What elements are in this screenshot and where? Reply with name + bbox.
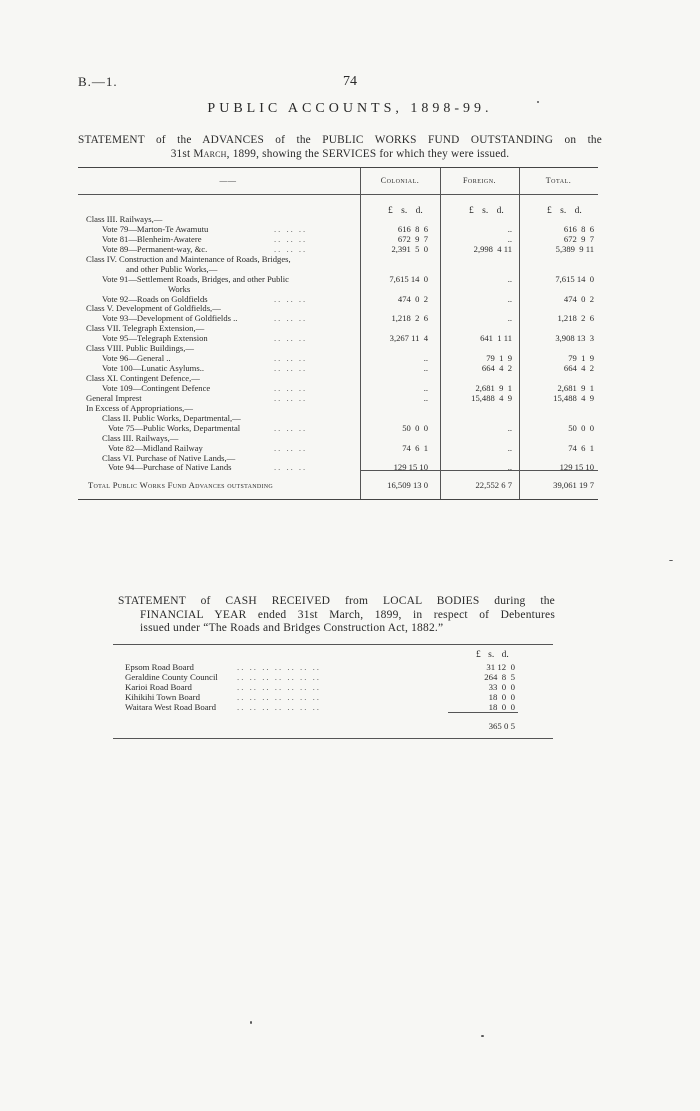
advances-rows [78,215,598,473]
amount: 18 0 0 [488,692,515,702]
leader-dots: .. .. .. [274,382,308,393]
date-prefix: 31st [170,148,194,160]
cash-received-table [113,644,553,739]
amount-colonial: 3,267 11 4 [389,333,428,344]
table-row [113,702,553,712]
table-row [113,672,553,682]
column-header-foreign: Foreign. [462,176,497,185]
amount-total: 2,681 9 1 [557,382,594,393]
date-month: March [193,148,227,160]
table-row [113,662,553,672]
local-body-name: Waitara West Road Board [125,702,217,712]
units-colonial: £ s. d. [388,206,423,216]
table-row [78,384,598,394]
local-body-name: Geraldine County Council [125,672,218,682]
sum-rule [448,712,518,713]
table-row [78,444,598,454]
row-label: In Excess of Appropriations,— [86,402,193,413]
leader-dots: .. .. .. [274,353,308,364]
row-label: Class VI. Purchase of Native Lands,— [102,452,236,463]
leader-dots: .. .. .. [274,313,308,324]
row-label: and other Public Works,— [126,263,218,274]
row-label: Vote 81—Blenheim-Awatere [102,233,202,244]
amount: 18 0 0 [488,702,515,712]
total-colonial: 16,509 13 0 [387,480,428,490]
amount-foreign: .. [507,273,512,284]
amount-colonial: 2,391 5 0 [391,243,428,254]
amount-total: 5,389 9 11 [555,243,594,254]
column-header-total: Total. [545,176,572,185]
amount-colonial: 74 6 1 [402,442,428,453]
local-body-name: Epsom Road Board [125,662,194,672]
amount: 264 8 5 [484,672,515,682]
amount-total: 79 1 9 [568,353,594,364]
leader-dots: .. .. .. .. .. .. .. [237,692,321,702]
total-foreign: 22,552 6 7 [475,480,512,490]
amount: 33 0 0 [488,682,515,692]
leader-dots: .. .. .. [274,392,308,403]
row-label: Vote 93—Development of Goldfields .. [102,313,238,324]
row-label: Class V. Development of Goldfields,— [86,303,221,314]
amount-foreign: 664 4 2 [481,363,512,374]
amount-colonial: .. [423,382,428,393]
amount-colonial: .. [423,363,428,374]
amount-total: 15,488 4 9 [553,392,594,403]
table-row [113,682,553,692]
amount-colonial: 129 15 10 [393,462,428,473]
row-label: Vote 75—Public Works, Departmental [108,422,241,433]
table-row [78,275,598,285]
amount-colonial: 1,218 2 6 [391,313,428,324]
row-label: Vote 96—General .. [102,353,171,364]
row-label: Class VII. Telegraph Extension,— [86,323,205,334]
row-label: Vote 95—Telegraph Extension [102,333,208,344]
row-label: General Imprest [86,392,142,403]
amount-colonial: .. [423,392,428,403]
amount-colonial: 7,615 14 0 [389,273,428,284]
amount-total: 474 0 2 [563,293,594,304]
amount: 31 12 0 [486,662,515,672]
total-label: Total Public Works Fund Advances outstanding [88,480,274,490]
leader-dots: .. .. .. .. .. .. .. [237,662,321,672]
cash-total-amount: 365 0 5 [488,721,515,731]
row-label: Vote 94—Purchase of Native Lands [108,462,232,473]
row-label: Class III. Railways,— [102,432,179,443]
row-label: Class VIII. Public Buildings,— [86,343,194,354]
leader-dots: .. .. .. .. .. .. .. [237,672,321,682]
column-header-colonial: Colonial. [380,176,420,185]
row-label: Class III. Railways,— [86,214,163,224]
cash-total-row [113,721,553,731]
row-label: Class II. Public Works, Departmental,— [102,412,241,423]
amount-foreign: 15,488 4 9 [471,392,512,403]
local-body-name: Kihikihi Town Board [125,692,200,702]
leader-dots: .. .. .. [274,442,308,453]
amount-colonial: 50 0 0 [402,422,428,433]
row-label: Vote 100—Lunatic Asylums.. [102,363,205,374]
amount-colonial: .. [423,353,428,364]
row-label: Vote 92—Roads on Goldfields [102,293,208,304]
statement-advances-line1: STATEMENT of the ADVANCES of the PUBLIC WORKS FUND OUTSTANDING on the [78,134,602,146]
amount-total: 616 8 6 [563,223,594,234]
blank-column-header: —— [219,176,237,185]
statement-advances-heading [78,133,602,161]
leader-dots: .. .. .. [274,243,308,254]
scan-speck [537,101,539,103]
statement-advances-line2 [171,148,510,160]
statement-cash-line3: issued under “The Roads and Bridges Construction Act, 1882.” [140,622,444,634]
amount-foreign: 2,998 4 11 [473,243,512,254]
amount-foreign: 641 1 11 [480,333,512,344]
amount-total: 74 6 1 [568,442,594,453]
amount-foreign: .. [507,462,512,473]
table-row [78,285,598,295]
units-foreign: £ s. d. [469,206,504,216]
row-label: Class IV. Construction and Maintenance of Roads, Bridges, [86,253,291,264]
scan-speck [669,560,673,561]
amount-total: 3,908 13 3 [555,333,594,344]
leader-dots: .. .. .. .. .. .. .. [237,702,321,712]
scan-speck [250,1021,252,1024]
units-header: £ s. d. [476,650,509,660]
table-row [78,463,598,473]
leader-dots: .. .. .. [274,422,308,433]
row-label: Works [168,283,191,294]
page-number: 74 [343,74,357,89]
amount-total: 7,615 14 0 [555,273,594,284]
leader-dots: .. .. .. [274,462,308,473]
statement-cash-line1: STATEMENT of CASH RECEIVED from LOCAL BODIES during the [118,595,555,607]
table-row [113,692,553,702]
amount-total: 129 15 10 [559,462,594,473]
document-reference: B.—1. [78,74,118,89]
units-total: £ s. d. [547,206,582,216]
amount-total: 50 0 0 [568,422,594,433]
statement-cash-heading [118,595,555,636]
amount-colonial: 672 9 7 [397,233,428,244]
amount-total: 664 4 2 [563,363,594,374]
amount-total: 672 9 7 [563,233,594,244]
statement-cash-line2: FINANCIAL YEAR ended 31st March, 1899, in respect of Debentures [140,608,555,621]
amount-foreign: .. [507,223,512,234]
amount-total: 1,218 2 6 [557,313,594,324]
leader-dots: .. .. .. [274,363,308,374]
leader-dots: .. .. .. [274,333,308,344]
amount-foreign: 2,681 9 1 [475,382,512,393]
row-label: Vote 82—Midland Railway [108,442,203,453]
row-label: Vote 91—Settlement Roads, Bridges, and other Public [102,273,289,284]
row-label: Class XI. Contingent Defence,— [86,373,200,383]
page-title: PUBLIC ACCOUNTS, 1898-99. [207,101,493,116]
amount-foreign: .. [507,442,512,453]
amount-foreign: 79 1 9 [486,353,512,364]
amount-colonial: 474 0 2 [397,293,428,304]
row-label: Vote 109—Contingent Defence [102,382,211,393]
row-label: Vote 79—Marton-Te Awamutu [102,223,209,234]
date-suffix: , 1899, showing the SERVICES for which they were issued. [226,148,510,160]
total-total: 39,061 19 7 [553,480,594,490]
leader-dots: .. .. .. [274,233,308,244]
scan-speck [481,1035,484,1037]
amount-foreign: .. [507,313,512,324]
advances-table [78,167,598,500]
leader-dots: .. .. .. .. .. .. .. [237,682,321,692]
amount-colonial: 616 8 6 [397,223,428,234]
leader-dots: .. .. .. [274,223,308,234]
amount-foreign: .. [507,422,512,433]
header-divider [78,194,598,195]
amount-foreign: .. [507,293,512,304]
row-label: Vote 89—Permanent-way, &c. [102,243,208,254]
leader-dots: .. .. .. [274,293,308,304]
local-body-name: Karioi Road Board [125,682,192,692]
amount-foreign: .. [507,233,512,244]
